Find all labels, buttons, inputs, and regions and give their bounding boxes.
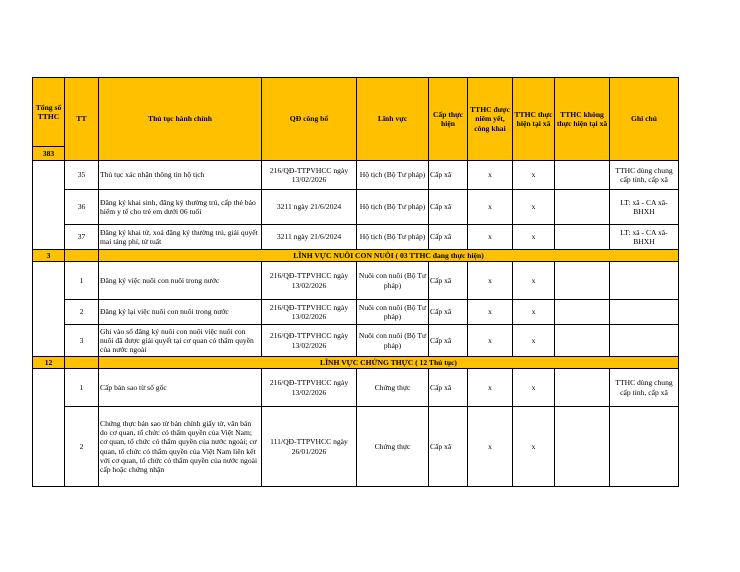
row-field: Nuôi con nuôi (Bộ Tư pháp) [357,300,429,325]
row-posted: x [468,325,513,357]
row-field: Hộ tịch (Bộ Tư pháp) [357,190,429,225]
row-level: Cấp xã [429,407,468,487]
row-at-commune: x [513,161,555,190]
row-procedure: Cấp bản sao từ sổ gốc [99,369,262,407]
row-at-commune: x [513,300,555,325]
row-decision: 3211 ngày 21/6/2024 [262,225,357,250]
row-field: Nuôi con nuôi (Bộ Tư pháp) [357,325,429,357]
row-level: Cấp xã [429,161,468,190]
table-row [33,225,679,250]
row-not-at-commune [555,161,610,190]
row-at-commune: x [513,190,555,225]
table-row [33,161,679,190]
row-decision: 216/QĐ-TTPVHCC ngày 13/02/2026 [262,300,357,325]
table-row [33,300,679,325]
col-field-header: Lĩnh vực [357,78,429,161]
row-level: Cấp xã [429,225,468,250]
row-not-at-commune [555,190,610,225]
row-decision: 3211 ngày 21/6/2024 [262,190,357,225]
col-tt-header: TT [65,78,99,161]
row-procedure: Chứng thực bản sao từ bản chính giấy tờ, văn bản do cơ quan, tổ chức có thẩm quyền của Việt Nam; cơ quan, tổ chức có thẩm quyền của nước ngoài; cơ quan, tổ chức có thẩm quyền của Việt Nam liên kết với cơ quan, tổ chức có thẩm quyền của nước ngoài cấp hoặc chứng nhận [99,407,262,487]
row-at-commune: x [513,369,555,407]
row-level: Cấp xã [429,262,468,300]
row-level: Cấp xã [429,325,468,357]
row-posted: x [468,190,513,225]
section-title: LĨNH VỰC CHỨNG THỰC ( 12 Thủ tục) [99,357,679,369]
row-note [610,407,679,487]
row-at-commune: x [513,325,555,357]
row-field: Chứng thực [357,407,429,487]
section-row-adoption [33,250,679,262]
row-procedure: Thủ tục xác nhận thông tin hộ tịch [99,161,262,190]
row-procedure: Ghi vào sổ đăng ký nuôi con nuôi việc nuôi con nuôi đã được giải quyết tại cơ quan có thẩm quyền của nước ngoài [99,325,262,357]
row-posted: x [468,300,513,325]
col-note-header: Ghi chú [610,78,679,161]
header-row [33,78,679,147]
row-procedure: Đăng ký lại việc nuôi con nuôi trong nước [99,300,262,325]
row-decision: 111/QĐ-TTPVHCC ngày 26/01/2026 [262,407,357,487]
row-note: LT: xã - CA xã-BHXH [610,225,679,250]
row-tt: 35 [65,161,99,190]
row-tt: 1 [65,369,99,407]
col-posted-header: TTHC được niêm yết, công khai [468,78,513,161]
row-decision: 216/QĐ-TTPVHCC ngày 13/02/2026 [262,369,357,407]
row-note: TTHC dùng chung cấp tỉnh, cấp xã [610,369,679,407]
row-level: Cấp xã [429,369,468,407]
row-at-commune: x [513,262,555,300]
col-not-at-commune-header: TTHC không thực hiện tại xã [555,78,610,161]
section-row-certification [33,357,679,369]
row-note: LT: xã - CA xã-BHXH [610,190,679,225]
table-row [33,262,679,300]
row-field: Chứng thực [357,369,429,407]
total-count: 383 [33,147,65,161]
row-field: Hộ tịch (Bộ Tư pháp) [357,225,429,250]
procedures-table [32,77,679,487]
row-not-at-commune [555,407,610,487]
row-procedure: Đăng ký khai tử, xoá đăng ký thường trú, giải quyết mai táng phí, tử tuất [99,225,262,250]
row-decision: 216/QĐ-TTPVHCC ngày 13/02/2026 [262,325,357,357]
row-not-at-commune [555,325,610,357]
row-tt: 36 [65,190,99,225]
row-note: TTHC dùng chung cấp tỉnh, cấp xã [610,161,679,190]
row-level: Cấp xã [429,190,468,225]
row-note [610,262,679,300]
table-row [33,325,679,357]
row-field: Hộ tịch (Bộ Tư pháp) [357,161,429,190]
row-decision: 216/QĐ-TTPVHCC ngày 13/02/2026 [262,262,357,300]
row-posted: x [468,225,513,250]
col-at-commune-header: TTHC thực hiện tại xã [513,78,555,161]
row-not-at-commune [555,369,610,407]
row-tt: 1 [65,262,99,300]
table-row [33,369,679,407]
row-not-at-commune [555,225,610,250]
col-total-header: Tổng số TTHC [33,78,65,147]
col-level-header: Cấp thực hiện [429,78,468,161]
row-note [610,300,679,325]
table-row [33,407,679,487]
col-procedure-header: Thủ tục hành chính [99,78,262,161]
row-posted: x [468,161,513,190]
section-count: 3 [33,250,65,262]
table-row [33,190,679,225]
row-posted: x [468,407,513,487]
row-posted: x [468,369,513,407]
col-decision-header: QĐ công bố [262,78,357,161]
row-procedure: Đăng ký việc nuôi con nuôi trong nước [99,262,262,300]
section-title: LĨNH VỰC NUÔI CON NUÔI ( 03 TTHC đang thực hiện) [99,250,679,262]
row-posted: x [468,262,513,300]
row-tt: 2 [65,300,99,325]
row-tt: 3 [65,325,99,357]
row-procedure: Đăng ký khai sinh, đăng ký thường trú, cấp thẻ bảo hiểm y tế cho trẻ em dưới 06 tuổi [99,190,262,225]
row-level: Cấp xã [429,300,468,325]
row-not-at-commune [555,300,610,325]
row-decision: 216/QĐ-TTPVHCC ngày 13/02/2026 [262,161,357,190]
row-at-commune: x [513,407,555,487]
row-note [610,325,679,357]
row-not-at-commune [555,262,610,300]
row-tt: 2 [65,407,99,487]
section-count: 12 [33,357,65,369]
row-at-commune: x [513,225,555,250]
row-field: Nuôi con nuôi (Bộ Tư pháp) [357,262,429,300]
row-tt: 37 [65,225,99,250]
